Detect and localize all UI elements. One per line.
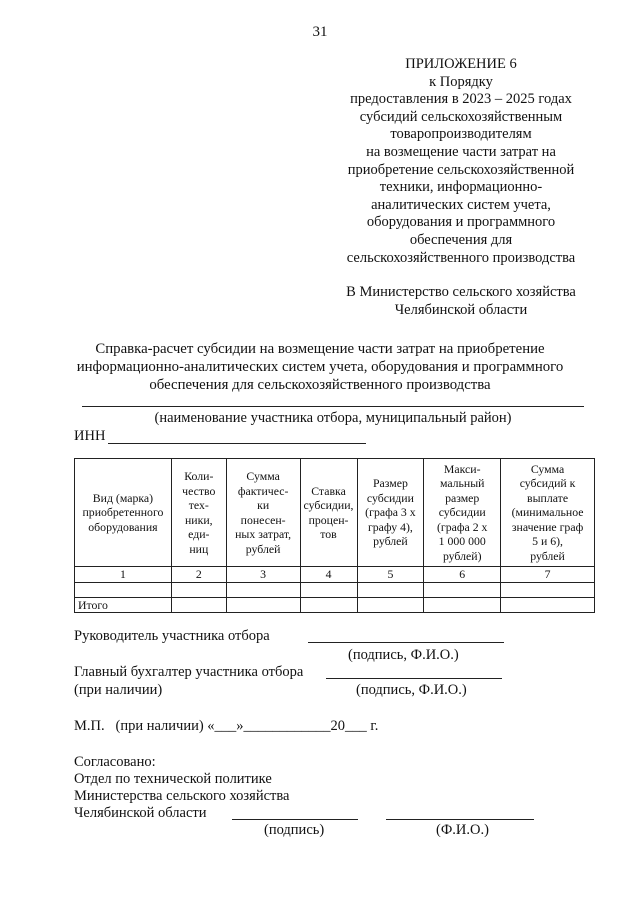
column-number: 1 [75,567,172,583]
table-cell[interactable] [501,597,595,613]
column-numbers-row [75,567,595,583]
appendix-line: к Порядку [429,73,493,90]
approval-line: Челябинской области [74,805,207,821]
column-number: 5 [357,567,424,583]
appendix-line: товаропроизводителям [390,126,532,143]
table-header-row [75,459,595,567]
accountant-signature-caption: (подпись, Ф.И.О.) [356,682,467,698]
appendix-header [330,56,592,267]
column-number: 7 [501,567,595,583]
appendix-line: аналитических систем учета, [371,196,551,213]
table-cell[interactable] [171,597,226,613]
table-cell[interactable] [357,582,424,597]
participant-name-field[interactable] [82,406,584,407]
header-subsidy-amount: Размер субсидии (графа 3 х графу 4), рублей [357,459,424,567]
table-cell[interactable] [424,597,501,613]
title-line-1: Справка-расчет субсидии на возмещение части затрат на приобретение [95,341,545,357]
approval-line: Отдел по технической политике [74,771,272,787]
addressee-line-1: В Министерство сельского хозяйства [346,284,576,300]
table-cell[interactable] [300,597,357,613]
header-payout-amount: Сумма субсидий к выплате (минимальное значение граф 5 и 6), рублей [501,459,595,567]
header-equipment-type: Вид (марка) приобретенного оборудования [75,459,172,567]
column-number: 4 [300,567,357,583]
column-number: 2 [171,567,226,583]
table-cell[interactable] [300,582,357,597]
accountant-signature-field[interactable] [326,678,502,679]
appendix-line: на возмещение части затрат на [366,143,556,160]
column-number: 6 [424,567,501,583]
appendix-line: техники, информационно- [379,179,543,196]
table-cell[interactable] [171,582,226,597]
table-cell[interactable] [226,582,300,597]
stamp-date-line[interactable]: М.П. (при наличии) «___»____________20___ г. [74,718,379,734]
table-cell[interactable] [424,582,501,597]
table-row [75,582,595,597]
appendix-line: предоставления в 2023 – 2025 годах [350,91,572,108]
table-cell[interactable] [357,597,424,613]
header-subsidy-rate: Ставка субсидии, процен- тов [300,459,357,567]
total-row [75,597,595,613]
table-cell[interactable] [226,597,300,613]
approval-signature-caption: (подпись) [264,822,325,838]
title-line-3: обеспечения для сельскохозяйственного производства [149,377,491,393]
appendix-line: приобретение сельскохозяйственной [347,161,575,178]
column-number: 3 [226,567,300,583]
participant-caption: (наименование участника отбора, муниципальный район) [154,410,512,426]
head-signature-label: Руководитель участника отбора [74,628,270,644]
inn-label: ИНН [74,428,106,444]
header-actual-costs: Сумма фактичес- ки понесен- ных затрат, рублей [226,459,300,567]
total-label: Итого [75,597,172,613]
table-cell[interactable] [75,582,172,597]
appendix-line: оборудования и программного [366,214,556,231]
table-cell[interactable] [501,582,595,597]
appendix-line: обеспечения для [409,231,513,248]
addressee [330,284,592,319]
header-quantity: Коли- чество тех- ники, еди- ниц [171,459,226,567]
accountant-note: (при наличии) [74,682,163,698]
approval-name-field[interactable] [386,819,534,820]
accountant-signature-label: Главный бухгалтер участника отбора [74,664,304,680]
approval-name-caption: (Ф.И.О.) [436,822,489,838]
head-signature-field[interactable] [308,642,504,643]
appendix-title: ПРИЛОЖЕНИЕ 6 [405,56,517,72]
document-title [60,340,580,394]
approval-label: Согласовано: [74,754,156,770]
appendix-line: сельскохозяйственного производства [346,249,576,266]
approval-signature-field[interactable] [232,819,358,820]
inn-field[interactable] [108,443,366,444]
page-number: 31 [312,24,328,40]
appendix-line: субсидий сельскохозяйственным [359,108,563,125]
head-signature-caption: (подпись, Ф.И.О.) [348,647,459,663]
title-line-2: информационно-аналитических систем учета, оборудования и программного [76,359,564,375]
header-max-subsidy: Макси- мальный размер субсидии (графа 2 х 1 000 000 рублей) [424,459,501,567]
addressee-line-2: Челябинской области [394,301,528,318]
approval-line: Министерства сельского хозяйства [74,788,290,804]
subsidy-table [74,458,595,613]
